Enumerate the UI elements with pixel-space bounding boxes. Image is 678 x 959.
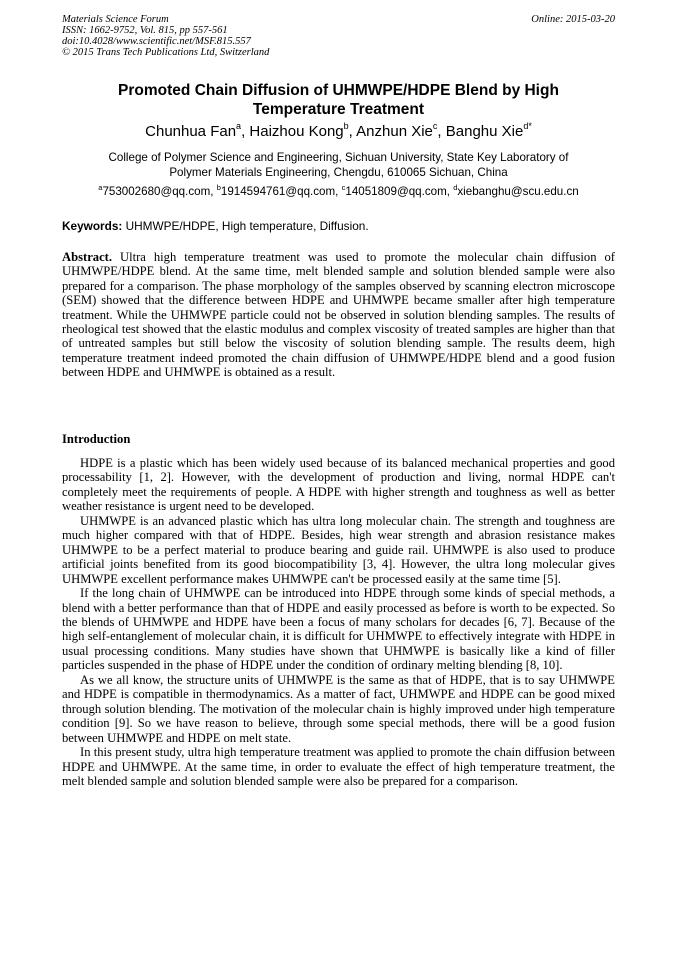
email-mark: a — [98, 183, 103, 192]
journal-header — [62, 14, 269, 58]
author-separator: , — [437, 123, 446, 140]
email-address: 14051809@qq.com — [345, 185, 447, 198]
email-list — [62, 184, 615, 199]
online-date: Online: 2015-03-20 — [531, 14, 615, 25]
email-entry — [342, 185, 454, 198]
paragraph: As we all know, the structure units of UHMWPE is the same as that of HDPE, that is to say UHMWPE and HDPE is compatible in thermodynamics. As a matter of fact, UHMWPE and HDPE can be good mixed through solution blending. The motivation of the molecular chain is highly improved under high temperature condition [9]. So we have reason to believe, through some special methods, there will be a good fusion between UHMWPE and HDPE on melt state. — [62, 672, 615, 745]
paragraph: HDPE is a plastic which has been widely used because of its balanced mechanical properties and good processability [1, 2]. However, with the development of production and living, normal HDPE can't completely meet the requirements of people. A HDPE with higher strength and toughness as well as better weather resistance is urgent need to be developed. — [62, 456, 615, 514]
email-mark: d — [453, 183, 458, 192]
affiliation-line-1: College of Polymer Science and Engineering, Sichuan University, State Key Laboratory of — [108, 151, 569, 164]
email-mark: b — [216, 183, 221, 192]
author-separator: , — [348, 123, 357, 140]
paper-title — [62, 81, 615, 119]
abstract — [62, 250, 615, 380]
author — [145, 123, 249, 140]
section-heading-introduction: Introduction — [62, 432, 131, 446]
introduction-body — [62, 456, 615, 788]
email-address: 1914594761@qq.com — [220, 185, 336, 198]
author — [356, 123, 446, 140]
journal-name: Materials Science Forum — [62, 14, 169, 25]
email-mark: c — [341, 183, 346, 192]
author — [249, 123, 356, 140]
author — [446, 123, 532, 140]
author-name: Chunhua Fan — [145, 123, 237, 140]
author-name: Haizhou Kong — [249, 123, 344, 140]
author-affil-mark: c — [432, 121, 438, 131]
email-entry — [217, 185, 342, 198]
email-address: 753002680@qq.com — [102, 185, 211, 198]
doi-line: doi:10.4028/www.scientific.net/MSF.815.557 — [62, 36, 251, 47]
abstract-text: Ultra high temperature treatment was used to promote the molecular chain diffusion of UHMWPE/HDPE blend. At the same time, melt blended sample and solution blended sample were also prepared for a comparison. The phase morphology of the samples observed by scanning electron microscope (SEM) showed that the difference between HDPE and UHMWPE became smaller after high temperature treatment. While the UHMWPE particle could not be observed in solution blending samples. The results of rheological test showed that the elastic modulus and complex viscosity of treated samples are higher than that of untreated samples but still below the viscosity of solution blending sample. The results deem, high temperature treatment indeed promoted the chain diffusion of UHMWPE/HDPE blend and a good fusion between HDPE and UHMWPE is obtained as a result. — [62, 250, 615, 380]
author-affil-mark: d* — [523, 121, 532, 131]
author-affil-mark: a — [236, 121, 242, 131]
keywords-text: UHMWPE/HDPE, High temperature, Diffusion. — [122, 219, 369, 233]
email-entry — [98, 185, 216, 198]
author-name: Anzhun Xie — [356, 123, 433, 140]
affiliation-line-2: Polymer Materials Engineering, Chengdu, 610065 Sichuan, China — [169, 166, 508, 179]
paragraph: In this present study, ultra high temperature treatment was applied to promote the chain diffusion between HDPE and UHMWPE. At the same time, in order to evaluate the effect of high temperature treatment, the melt blended sample and solution blended sample were also be prepared for a comparison. — [62, 745, 615, 788]
keywords — [62, 219, 615, 234]
author-name: Banghu Xie — [445, 123, 524, 140]
title-line-1: Promoted Chain Diffusion of UHMWPE/HDPE Blend by High — [118, 82, 559, 99]
email-entry — [453, 185, 579, 198]
author-affil-mark: b — [343, 121, 349, 131]
email-separator: , — [446, 185, 454, 198]
email-separator: , — [335, 185, 342, 198]
copyright-line: © 2015 Trans Tech Publications Ltd, Switzerland — [62, 47, 270, 58]
paragraph: If the long chain of UHMWPE can be introduced into HDPE through some kinds of special methods, a blend with a better performance than that of HDPE and easily processed as before is worth to be expected. So the blends of UHMWPE and HDPE have been a focus of many scholars for decades [6, 7]. Because of the high self-entanglement of molecular chain, it is difficult for UHMWPE to effectively integrate with HDPE in usual processing conditions. Many studies have shown that UHMWPE is basically like a kind of filler particles suspended in the phase of HDPE under the condition of ordinary melting blending [8, 10]. — [62, 586, 615, 673]
title-line-2: Temperature Treatment — [252, 101, 425, 118]
paragraph: UHMWPE is an advanced plastic which has ultra long molecular chain. The strength and toughness are much higher compared with that of HDPE. Besides, high wear strength and abrasion resistance makes UHMWPE to be a perfect material to produce bearing and guide rail. UHMWPE is also used to produce artificial joints benefited from its good biocompatibility [3, 4]. However, the ultra long molecular gives UHMWPE excellent performance makes UHMWPE can't be processed easily at the same time [5]. — [62, 513, 615, 586]
author-list — [62, 123, 615, 141]
issn-line: ISSN: 1662-9752, Vol. 815, pp 557-561 — [62, 25, 228, 36]
email-address: xiebanghu@scu.edu.cn — [457, 185, 579, 198]
abstract-label: Abstract. — [62, 250, 113, 264]
keywords-label: Keywords: — [62, 219, 123, 233]
email-separator: , — [210, 185, 217, 198]
affiliation — [62, 150, 615, 180]
author-separator: , — [241, 123, 250, 140]
